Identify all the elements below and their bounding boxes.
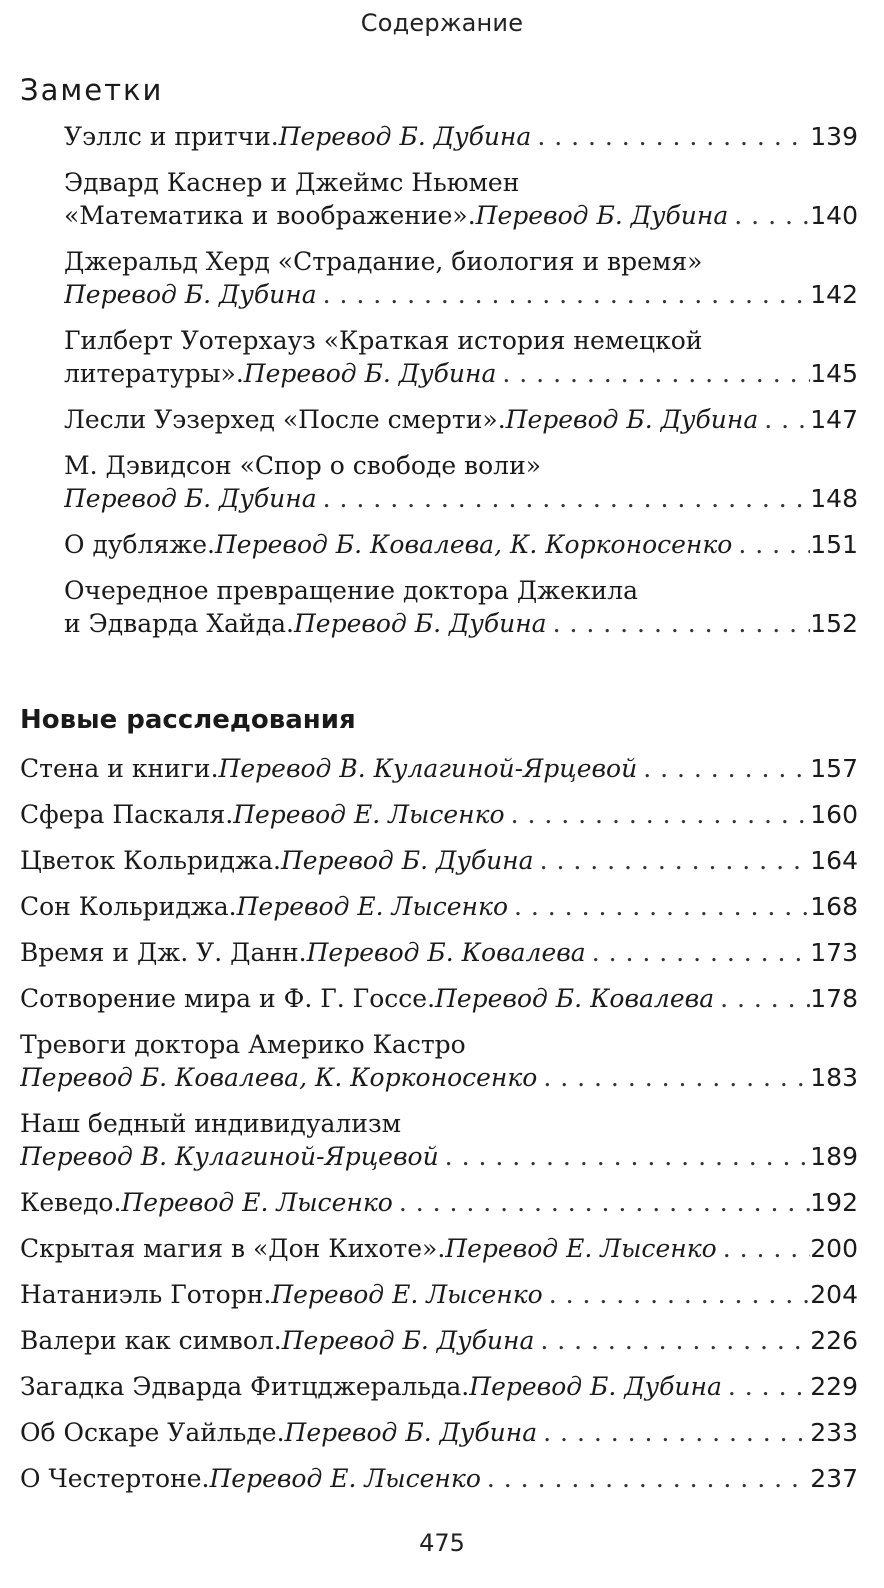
dot-leader [393, 1186, 810, 1219]
toc-entry-title: О Честертоне. [20, 1464, 210, 1493]
toc-entry-page-number: 140 [810, 201, 858, 230]
toc-entry-title: Загадка Эдварда Фитцджеральда. [20, 1372, 470, 1401]
toc-entry-first-line: Джеральд Херд «Страдание, биология и время» [64, 247, 703, 276]
toc-entry-title: Сотворение мира и Ф. Г. Госсе. [20, 984, 436, 1013]
toc-entry-page-number: 189 [810, 1142, 858, 1171]
toc-entry-translator: Перевод В. Кулагиной-Ярцевой [218, 754, 638, 783]
toc-entry [20, 1462, 858, 1495]
toc-entry [20, 1324, 858, 1357]
toc-entry-line [20, 936, 858, 969]
toc-entry [64, 324, 858, 390]
toc-entry [20, 752, 858, 785]
toc-entry-page-number: 160 [810, 800, 858, 829]
toc-entry-first-line: Наш бедный индивидуализм [20, 1109, 402, 1138]
toc-entry [20, 1107, 858, 1173]
toc-entry-translator: Перевод Б. Дубина [505, 405, 759, 434]
dot-leader [439, 1140, 811, 1173]
toc-entry-first-line: Тревоги доктора Америко Кастро [20, 1030, 466, 1059]
toc-entry-page-number: 173 [810, 938, 858, 967]
toc-entry [20, 1370, 858, 1403]
toc-entry-line [20, 982, 858, 1015]
toc-entry-title: Скрытая магия в «Дон Кихоте». [20, 1234, 446, 1263]
toc-entry-first-line: Очередное превращение доктора Джекила [64, 576, 639, 605]
toc-entry-title: Сон Кольриджа. [20, 892, 237, 921]
toc-entry [20, 936, 858, 969]
toc-entry-translator: Перевод Б. Дубина [475, 201, 729, 230]
dot-leader [547, 607, 811, 640]
dot-leader [732, 528, 810, 561]
toc-entry-page-number: 168 [810, 892, 858, 921]
toc-entry-line [20, 1140, 858, 1173]
toc-entry-page-number: 192 [810, 1188, 858, 1217]
toc-entry-page-number: 204 [810, 1280, 858, 1309]
toc-entry [20, 1416, 858, 1449]
toc-list-new-investigations [20, 752, 858, 1508]
toc-entry [64, 574, 858, 640]
toc-entry-line [20, 1324, 858, 1357]
toc-entry [20, 798, 858, 831]
toc-entry [20, 1278, 858, 1311]
toc-entry-title: Лесли Уэзерхед «После смерти». [64, 405, 506, 434]
toc-entry-translator: Перевод Б. Ковалева, К. Корконосенко [20, 1063, 538, 1092]
toc-entry-page-number: 233 [810, 1418, 858, 1447]
toc-entry-line [64, 403, 858, 436]
toc-entry [64, 403, 858, 436]
toc-entry-first-line: М. Дэвидсон «Спор о свободе воли» [64, 451, 542, 480]
toc-entry [64, 449, 858, 515]
toc-entry-line [20, 1232, 858, 1265]
toc-entry-title: О дубляже. [64, 530, 215, 559]
toc-entry [64, 528, 858, 561]
toc-entry-translator: Перевод В. Кулагиной-Ярцевой [20, 1142, 439, 1171]
running-head: Содержание [360, 9, 524, 37]
toc-entry-title: Время и Дж. У. Данн. [20, 938, 307, 967]
toc-entry [64, 120, 858, 153]
toc-entry-translator: Перевод Б. Ковалева [435, 984, 715, 1013]
toc-entry-translator: Перевод Б. Ковалева, К. Корконосенко [215, 530, 733, 559]
toc-entry-page-number: 139 [810, 122, 858, 151]
toc-entry [20, 844, 858, 877]
toc-entry-title: Стена и книги. [20, 754, 219, 783]
toc-entry-line [20, 1061, 858, 1094]
dot-leader [586, 936, 811, 969]
toc-entry-first-line: Гилберт Уотерхауз «Краткая история немецкой [64, 326, 703, 355]
dot-leader [722, 1370, 810, 1403]
toc-entry-line [20, 1370, 858, 1403]
toc-entry-line [64, 482, 858, 515]
dot-leader [531, 120, 810, 153]
toc-entry-translator: Перевод Б. Дубина [278, 122, 532, 151]
toc-entry-page-number: 152 [810, 609, 858, 638]
toc-entry-title: Валери как символ. [20, 1326, 282, 1355]
dot-leader [714, 982, 810, 1015]
toc-entry-translator: Перевод Б. Дубина [293, 609, 547, 638]
toc-entry-translator: Перевод Е. Лысенко [209, 1464, 481, 1493]
toc-entry-translator: Перевод Е. Лысенко [233, 800, 505, 829]
toc-entry-line [20, 798, 858, 831]
toc-entry-line [20, 844, 858, 877]
section-title-new-investigations: Новые расследования [20, 705, 356, 735]
toc-entry [20, 1186, 858, 1219]
toc-entry-page-number: 151 [810, 530, 858, 559]
page-number: 475 [419, 1529, 465, 1557]
toc-entry [64, 245, 858, 311]
toc-entry-page-number: 226 [810, 1326, 858, 1355]
toc-entry-translator: Перевод Б. Дубина [64, 280, 317, 309]
toc-entry-translator: Перевод Е. Лысенко [445, 1234, 717, 1263]
dot-leader [717, 1232, 811, 1265]
toc-entry-page-number: 164 [810, 846, 858, 875]
dot-leader [317, 482, 811, 515]
toc-entry [64, 166, 858, 232]
toc-entry-line [20, 752, 858, 785]
toc-entry-title: Об Оскаре Уайльде. [20, 1418, 285, 1447]
toc-entry-line [64, 120, 858, 153]
toc-entry-page-number: 178 [810, 984, 858, 1013]
section-title-notes: Заметки [20, 73, 164, 107]
toc-entry-title: Натаниэль Готорн. [20, 1280, 272, 1309]
toc-entry-line [20, 1416, 858, 1449]
toc-entry-page-number: 148 [810, 484, 858, 513]
toc-entry-translator: Перевод Б. Дубина [64, 484, 317, 513]
toc-entry-title: Уэллс и притчи. [64, 122, 279, 151]
toc-entry-page-number: 142 [810, 280, 858, 309]
dot-leader [728, 199, 810, 232]
toc-entry-translator: Перевод Б. Ковалева [306, 938, 586, 967]
toc-entry-line [64, 357, 858, 390]
toc-entry-title: «Математика и воображение». [64, 201, 476, 230]
dot-leader [505, 798, 811, 831]
toc-entry-title: Цветок Кольриджа. [20, 846, 281, 875]
toc-entry-line [20, 1462, 858, 1495]
toc-entry-translator: Перевод Б. Дубина [243, 359, 497, 388]
toc-entry-translator: Перевод Е. Лысенко [271, 1280, 543, 1309]
toc-entry-translator: Перевод Б. Дубина [469, 1372, 722, 1401]
toc-entry-translator: Перевод Б. Дубина [280, 846, 534, 875]
dot-leader [537, 1061, 810, 1094]
dot-leader [481, 1462, 810, 1495]
dot-leader [496, 357, 810, 390]
dot-leader [534, 844, 811, 877]
toc-entry-line [20, 890, 858, 923]
toc-entry-page-number: 237 [810, 1464, 858, 1493]
toc-list-notes [64, 120, 858, 653]
toc-entry-title: и Эдварда Хайда. [64, 609, 294, 638]
toc-entry-page-number: 147 [810, 405, 858, 434]
dot-leader [758, 403, 810, 436]
toc-entry-page-number: 145 [810, 359, 858, 388]
toc-entry-line [64, 199, 858, 232]
toc-entry-translator: Перевод Е. Лысенко [121, 1188, 393, 1217]
dot-leader [637, 752, 810, 785]
toc-entry-translator: Перевод Б. Дубина [284, 1418, 538, 1447]
toc-entry [20, 1232, 858, 1265]
toc-entry-translator: Перевод Е. Лысенко [236, 892, 508, 921]
toc-entry-translator: Перевод Б. Дубина [281, 1326, 535, 1355]
toc-entry-first-line: Эдвард Каснер и Джеймс Ньюмен [64, 168, 520, 197]
toc-entry-page-number: 157 [810, 754, 858, 783]
dot-leader [317, 278, 811, 311]
toc-entry-line [64, 607, 858, 640]
dot-leader [508, 890, 810, 923]
toc-entry [20, 982, 858, 1015]
toc-entry-line [20, 1186, 858, 1219]
dot-leader [534, 1324, 810, 1357]
toc-entry-line [20, 1278, 858, 1311]
toc-entry [20, 890, 858, 923]
toc-entry-page-number: 229 [810, 1372, 858, 1401]
toc-entry-title: Сфера Паскаля. [20, 800, 234, 829]
dot-leader [537, 1416, 810, 1449]
toc-entry-title: Кеведо. [20, 1188, 122, 1217]
dot-leader [543, 1278, 811, 1311]
toc-entry-page-number: 183 [810, 1063, 858, 1092]
toc-entry-line [64, 528, 858, 561]
toc-entry [20, 1028, 858, 1094]
toc-entry-title: литературы». [64, 359, 244, 388]
toc-entry-line [64, 278, 858, 311]
toc-entry-page-number: 200 [810, 1234, 858, 1263]
